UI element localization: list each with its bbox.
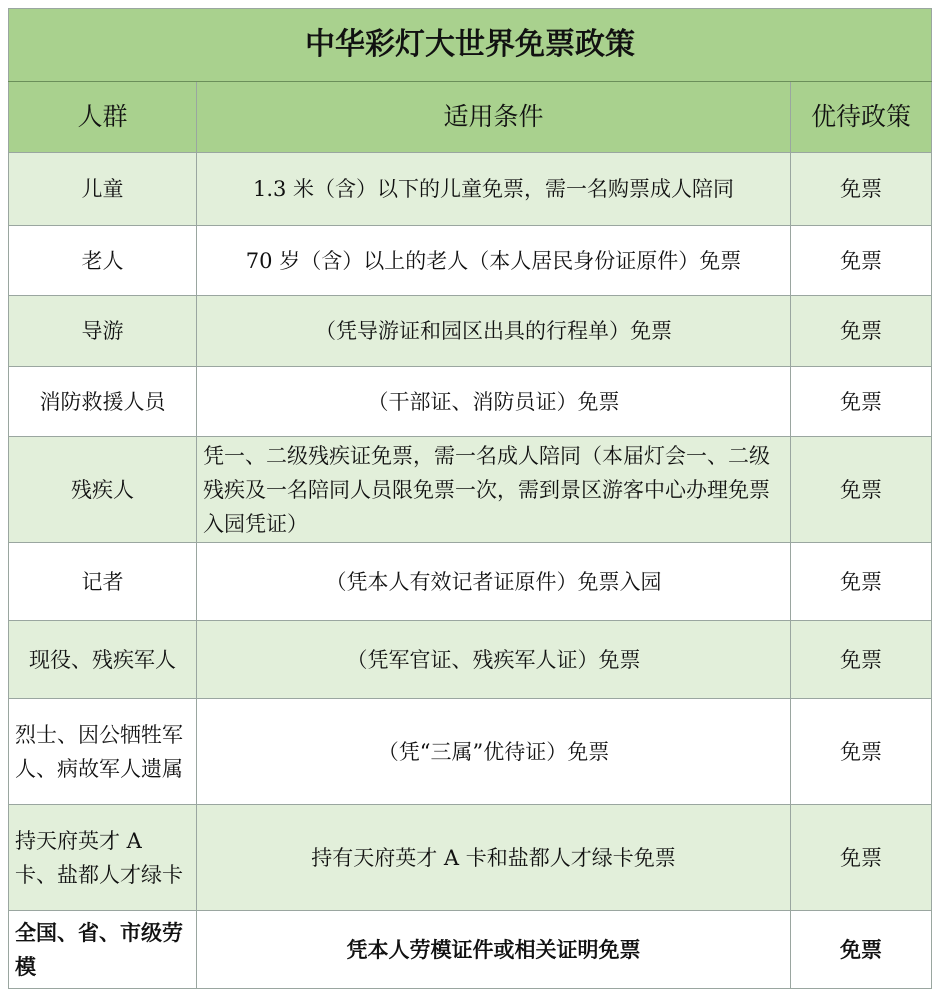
cell-policy: 免票 xyxy=(791,367,932,437)
cell-condition: （凭“三属”优待证）免票 xyxy=(197,699,791,805)
cell-condition: （凭军官证、残疾军人证）免票 xyxy=(197,621,791,699)
cell-group: 持天府英才 A 卡、盐都人才绿卡 xyxy=(9,805,197,911)
cell-group: 儿童 xyxy=(9,153,197,226)
table-row xyxy=(9,805,932,911)
cell-policy: 免票 xyxy=(791,911,932,989)
header-group: 人群 xyxy=(9,82,197,153)
cell-policy: 免票 xyxy=(791,543,932,621)
cell-condition: 持有天府英才 A 卡和盐都人才绿卡免票 xyxy=(197,805,791,911)
cell-group: 消防救援人员 xyxy=(9,367,197,437)
table-row xyxy=(9,226,932,296)
cell-group: 残疾人 xyxy=(9,437,197,543)
table-row xyxy=(9,543,932,621)
cell-condition: 凭一、二级残疾证免票，需一名成人陪同（本届灯会一、二级残疾及一名陪同人员限免票一次，需到景区游客中心办理免票入园凭证） xyxy=(197,437,791,543)
table-row xyxy=(9,911,932,989)
cell-condition: （凭导游证和园区出具的行程单）免票 xyxy=(197,296,791,367)
table-row xyxy=(9,153,932,226)
cell-group: 记者 xyxy=(9,543,197,621)
cell-group: 烈士、因公牺牲军人、病故军人遗属 xyxy=(9,699,197,805)
cell-policy: 免票 xyxy=(791,699,932,805)
table-title: 中华彩灯大世界免票政策 xyxy=(9,9,932,82)
table-row xyxy=(9,621,932,699)
policy-table-container xyxy=(8,8,931,989)
cell-policy: 免票 xyxy=(791,153,932,226)
cell-policy: 免票 xyxy=(791,621,932,699)
cell-policy: 免票 xyxy=(791,805,932,911)
table-row xyxy=(9,367,932,437)
cell-condition: （干部证、消防员证）免票 xyxy=(197,367,791,437)
cell-policy: 免票 xyxy=(791,437,932,543)
cell-condition: （凭本人有效记者证原件）免票入园 xyxy=(197,543,791,621)
cell-policy: 免票 xyxy=(791,296,932,367)
cell-group: 全国、省、市级劳模 xyxy=(9,911,197,989)
cell-policy: 免票 xyxy=(791,226,932,296)
table-row xyxy=(9,699,932,805)
cell-condition: 70 岁（含）以上的老人（本人居民身份证原件）免票 xyxy=(197,226,791,296)
header-policy: 优待政策 xyxy=(791,82,932,153)
cell-condition: 凭本人劳模证件或相关证明免票 xyxy=(197,911,791,989)
table-row xyxy=(9,437,932,543)
table-header-row xyxy=(9,82,932,153)
table-title-row xyxy=(9,9,932,82)
free-ticket-policy-table xyxy=(8,8,932,989)
cell-group: 导游 xyxy=(9,296,197,367)
cell-condition: 1.3 米（含）以下的儿童免票，需一名购票成人陪同 xyxy=(197,153,791,226)
table-row xyxy=(9,296,932,367)
header-condition: 适用条件 xyxy=(197,82,791,153)
cell-group: 现役、残疾军人 xyxy=(9,621,197,699)
cell-group: 老人 xyxy=(9,226,197,296)
